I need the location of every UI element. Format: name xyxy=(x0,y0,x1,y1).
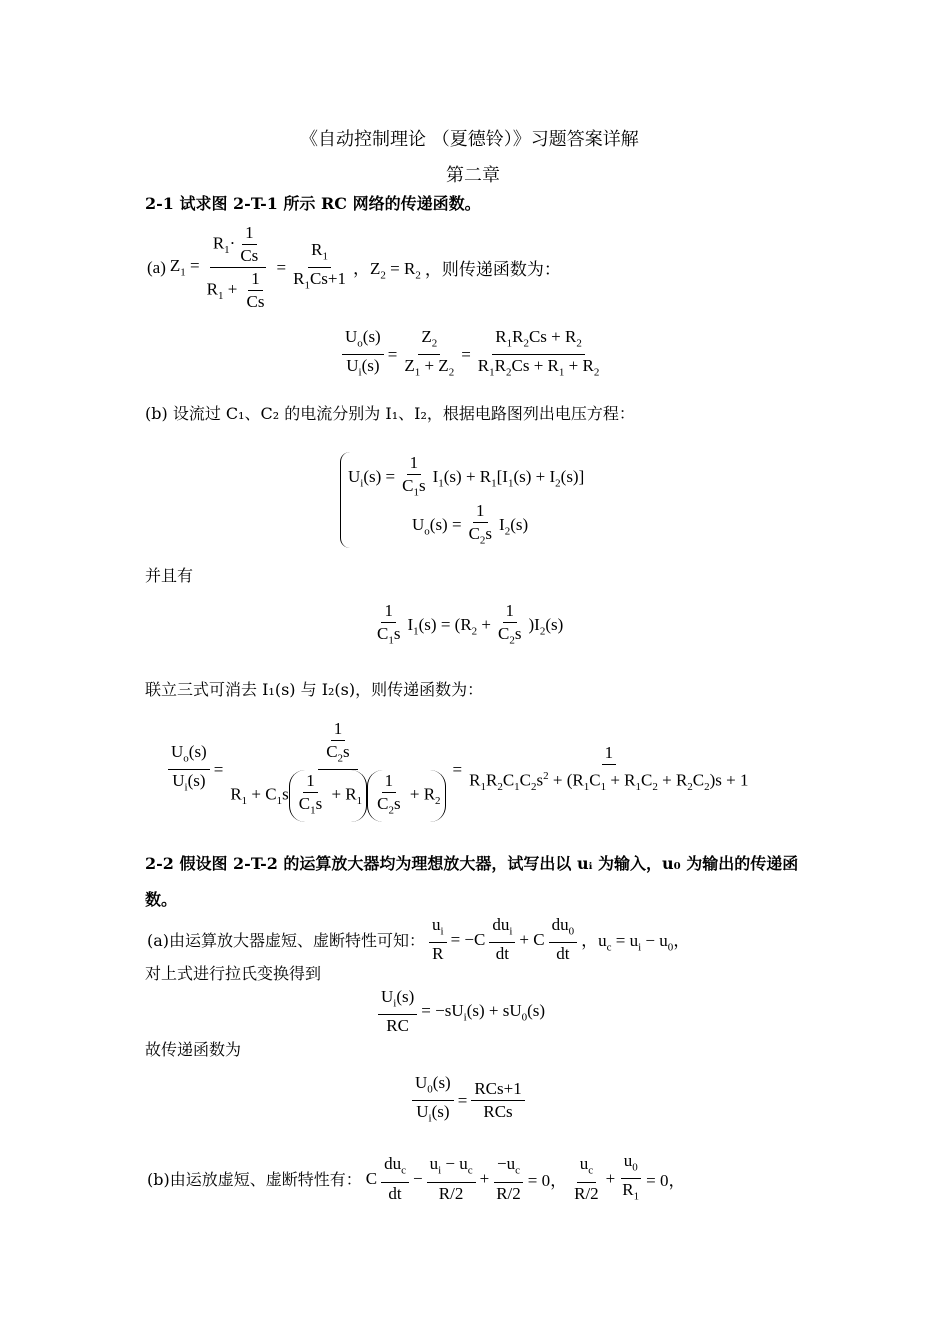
combine-text: 联立三式可消去 I₁(s) 与 I₂(s)，则传递函数为： xyxy=(145,680,484,699)
equation-2-2b: (b)由运放虚短、虚断特性有： C $\frac{du_c}{dt}$ − $\frac{u_i - u_c}{R/2}$ + $\frac{-u_c}{R/2}$ = 0， $\frac{u_c}{R/2}$ + $\frac{u_0}{R_1}$ = 0， xyxy=(147,1151,686,1203)
part-a-label: (a) xyxy=(147,257,166,277)
equation-current-relation: $\frac{1}{C_1s}$ $I_1(s) = (R_2$ + $\frac{1}{C_2s}$ )$I_2(s)$ xyxy=(377,601,564,647)
equation-ui: $U_i(s)$ = $\frac{1}{C_1s}$ $I_1(s) + R_1[I_1(s) + I_2(s)]$ xyxy=(348,453,585,499)
transfer-function-text: 故传递函数为 xyxy=(145,1040,242,1059)
laplace-text: 对上式进行拉氏变换得到 xyxy=(145,964,322,983)
problem-2-2-heading-line1: 2-2 假设图 2-T-2 的运算放大器均为理想放大器，试写出以 uᵢ 为输入，u₀ 为输出的传递函 xyxy=(145,854,799,873)
equation-tf-a: $\frac{U_o(s)}{U_i(s)}$ = $\frac{Z_2}{Z_1 + Z_2}$ = $\frac{R_1R_2Cs + R_2}{R_1R_2Cs + R_1 + R_2}$ xyxy=(340,326,604,384)
equation-tf-b: $\frac{U_o(s)}{U_i(s)}$ = $\frac{1}{C_2s}$ $R_1 + C_1s$ $\frac{1}{C_1s}$ + $R_1$ $\frac{1}{C_2s}$ + $R_2$ = $\frac{1}{R_1R_2C_1C_2s^2 + (R_1C_1 + R_1C_2 + R_2C_2)s + 1}$ xyxy=(166,718,754,822)
part-a-suffix: ，则传递函数为： xyxy=(424,260,561,279)
equation-z1: (a) $Z_1$ = $R_1\cdot$ $\frac{1}{Cs}$ $R_1$ + $\frac{1}{Cs}$ = $\frac{R_1}{R_1Cs+1}$ ，$Z_2 = R_2$ ，则传递函数为： xyxy=(147,223,561,311)
equation-tf-2-2a: $\frac{U_0(s)}{U_i(s)}$ = $\frac{\text{RCs+1}}{\text{RCs}}$ xyxy=(410,1072,527,1130)
part-2-2b-text: (b)由运放虚短、虚断特性有： xyxy=(147,1170,362,1190)
problem-2-1-heading: 2-1 试求图 2-T-1 所示 RC 网络的传递函数。 xyxy=(145,194,481,213)
and-text: 并且有 xyxy=(145,566,194,585)
problem-2-2-heading-line2: 数。 xyxy=(145,890,178,909)
equation-uo: $U_o(s)$ = $\frac{1}{C_2s}$ $I_2(s)$ xyxy=(412,501,529,547)
equation-laplace: $\frac{U_i(s)}{RC}$ = $-sU_i(s) + sU_0(s)$ xyxy=(376,986,547,1037)
part-2-2a-text: (a)由运算放大器虚短、虚断特性可知： xyxy=(147,931,426,951)
equation-2-2a: (a)由运算放大器虚短、虚断特性可知： $\frac{u_i}{R}$ = −C $\frac{du_i}{dt}$ + C $\frac{du_0}{dt}$ ，$u_c = u_i - u_0$， xyxy=(147,915,691,964)
part-b-text: (b) 设流过 C₁、C₂ 的电流分别为 I₁、I₂，根据电路图列出电压方程： xyxy=(145,404,635,423)
chapter-title: 第二章 xyxy=(446,165,500,186)
document-title: 《自动控制理论 （夏德铃）》习题答案详解 xyxy=(300,129,639,150)
